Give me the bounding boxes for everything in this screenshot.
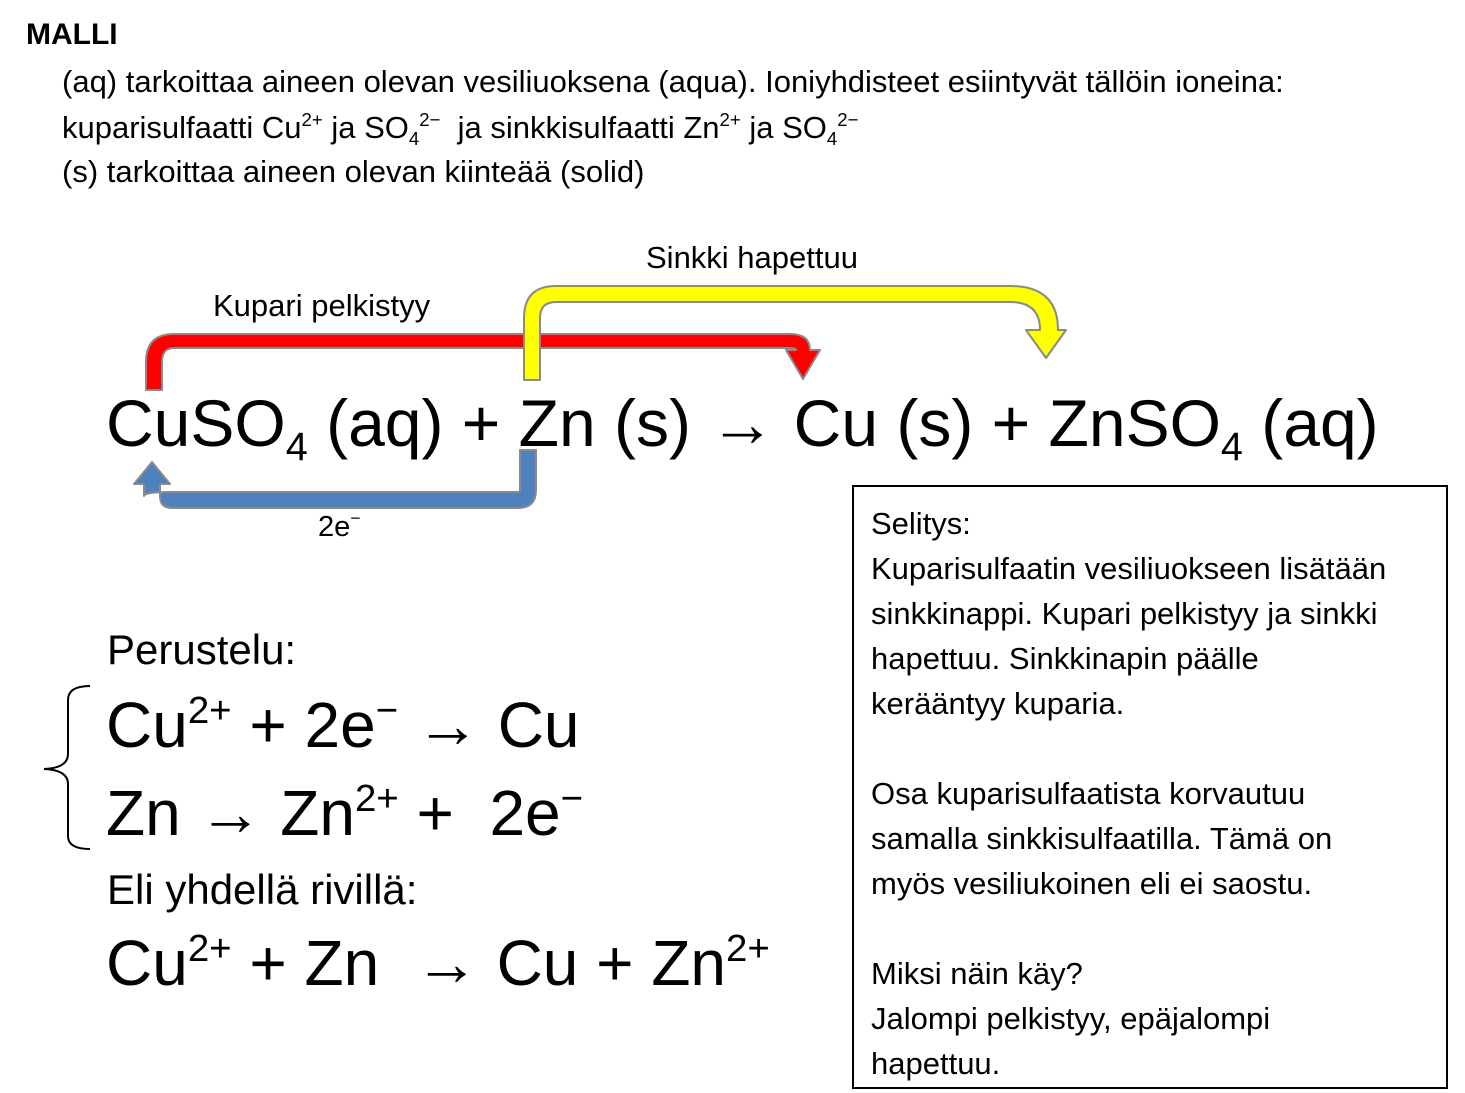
justification-title: Perustelu: — [107, 626, 297, 673]
half1-cu: Cu — [106, 689, 188, 761]
zinc-charge: 2+ — [719, 108, 741, 130]
sulfate-charge: 2− — [419, 108, 441, 130]
equation-part-end: (aq) — [1242, 386, 1379, 460]
explanation-line: kerääntyy kuparia. — [871, 686, 1125, 721]
net-cu: Cu — [106, 927, 188, 999]
explanation-title: Selitys: — [871, 506, 971, 541]
intro-line-solid: (s) tarkoittaa aineen olevan kiinteää (solid) — [62, 154, 645, 189]
explanation-line: myös vesiliukoinen eli ei saostu. — [871, 866, 1313, 901]
half2-electrons: + 2e — [398, 777, 561, 849]
half1-product: → Cu — [398, 689, 580, 761]
equation-part-cuso: CuSO — [106, 386, 286, 460]
half2-zn: Zn → Zn — [106, 777, 355, 849]
equation-subscript-1: 4 — [285, 425, 308, 470]
half1-electron-charge: − — [375, 688, 399, 732]
half2-electron-charge: − — [560, 776, 584, 820]
electrons-label — [318, 508, 361, 544]
half2-charge: 2+ — [354, 776, 399, 820]
sulfate-subscript-2: 4 — [826, 128, 838, 150]
intro-line-aq: (aq) tarkoittaa aineen olevan vesiliuoksena (aqua). Ioniyhdisteet esiintyvät tällöin ioneina: — [62, 64, 1284, 99]
paragraph-gap — [871, 906, 1432, 951]
electrons-text: 2e — [318, 511, 351, 543]
main-equation — [106, 385, 1379, 470]
explanation-line: samalla sinkkisulfaatilla. Tämä on — [871, 821, 1333, 856]
net-rest: + Zn → Cu + Zn — [231, 927, 726, 999]
reduction-half-reaction — [106, 688, 580, 762]
intro-text-and-so4: ja SO — [322, 110, 409, 145]
explanation-answer: hapettuu. — [871, 1046, 1001, 1081]
explanation-line: sinkkinappi. Kupari pelkistyy ja sinkki — [871, 596, 1378, 631]
sulfate-subscript: 4 — [408, 128, 420, 150]
reduction-arrow — [146, 334, 820, 390]
sulfate-charge-2: 2− — [837, 108, 859, 130]
explanation-answer: Jalompi pelkistyy, epäjalompi — [871, 1001, 1271, 1036]
electron-charge: − — [350, 508, 361, 529]
explanation-box — [852, 485, 1448, 1089]
explanation-line: Kuparisulfaatin vesiliuokseen lisätään — [871, 551, 1387, 586]
copper-reduced-label: Kupari pelkistyy — [213, 288, 431, 323]
left-brace — [44, 686, 90, 849]
explanation-question: Miksi näin käy? — [871, 956, 1083, 991]
heading: MALLI — [26, 18, 118, 51]
net-ionic-equation — [106, 926, 770, 1000]
net-cu-charge: 2+ — [187, 926, 232, 970]
half1-charge: 2+ — [187, 688, 232, 732]
explanation-line: hapettuu. Sinkkinapin päälle — [871, 641, 1259, 676]
half1-electrons: + 2e — [231, 689, 376, 761]
zinc-oxidized-label: Sinkki hapettuu — [646, 240, 858, 275]
explanation-line: Osa kuparisulfaatista korvautuu — [871, 776, 1306, 811]
equation-subscript-2: 4 — [1220, 425, 1243, 470]
intro-text-and-so4-2: ja SO — [740, 110, 827, 145]
oxidation-half-reaction — [106, 776, 583, 850]
copper-charge: 2+ — [301, 108, 323, 130]
equation-part-middle: (aq) + Zn (s) → Cu (s) + ZnSO — [307, 386, 1221, 460]
intro-text-zinc-sulfate: ja sinkkisulfaatti Zn — [440, 110, 720, 145]
paragraph-gap — [871, 726, 1432, 771]
one-line-title: Eli yhdellä rivillä: — [107, 866, 418, 913]
net-zn-charge: 2+ — [726, 926, 770, 970]
intro-text-copper-sulfate: kuparisulfaatti Cu — [62, 110, 302, 145]
